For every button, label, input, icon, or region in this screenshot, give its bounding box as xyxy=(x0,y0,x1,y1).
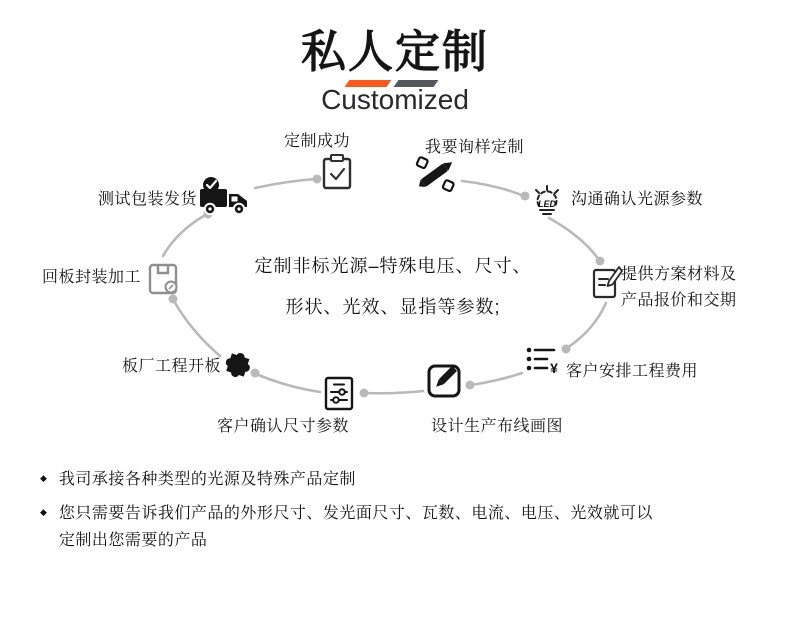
svg-text:¥: ¥ xyxy=(550,360,558,376)
note-2-text-line1: 您只需要告诉我们产品的外形尺寸、发光面尺寸、瓦数、电流、电压、光效就可以 xyxy=(58,505,653,522)
step-label-customization-success: 定制成功 xyxy=(284,133,351,150)
price-list-icon xyxy=(524,344,562,383)
diamond-bullet-icon: ◆ xyxy=(40,473,47,483)
step-label-confirm-light-params: 沟通确认光源参数 xyxy=(571,191,704,208)
puzzle-icon xyxy=(217,344,253,389)
led-bulb-icon xyxy=(527,184,567,225)
step-label-test-pack-ship: 测试包装发货 xyxy=(98,191,198,208)
package-box-icon xyxy=(145,257,183,304)
step-label-wiring-drawing: 设计生产布线画图 xyxy=(431,418,564,435)
step-label-quote-delivery-line1: 提供方案材料及 xyxy=(621,266,737,283)
step-label-board-packaging: 回板封装加工 xyxy=(42,269,142,286)
diamond-bullet-icon: ◆ xyxy=(40,507,47,517)
step-label-board-factory: 板厂工程开板 xyxy=(122,358,222,375)
center-description xyxy=(193,246,593,328)
page-subtitle: Customized xyxy=(321,84,469,115)
page-title: 私人定制 xyxy=(300,26,489,77)
note-item xyxy=(40,466,720,493)
note-item xyxy=(40,500,720,554)
center-description-line2: 形状、光效、显指等参数; xyxy=(285,297,501,317)
step-label-engineering-fee: 客户安排工程费用 xyxy=(566,363,699,380)
edit-square-icon xyxy=(425,362,463,405)
pencil-ruler-icon xyxy=(413,155,459,200)
step-label-quote-delivery xyxy=(621,262,737,314)
note-2-text-line2: 定制出您需要的产品 xyxy=(58,532,208,549)
step-label-quote-delivery-line2: 产品报价和交期 xyxy=(621,292,737,309)
svg-text:LED: LED xyxy=(538,199,556,209)
delivery-truck-icon xyxy=(198,176,252,223)
sliders-doc-icon xyxy=(322,375,356,418)
center-description-line1: 定制非标光源–特殊电压、尺寸、 xyxy=(254,256,532,276)
step-label-sample-inquiry: 我要询样定制 xyxy=(425,139,525,156)
notes-list xyxy=(40,466,720,561)
clipboard-check-icon xyxy=(318,152,356,197)
step-label-confirm-size-params: 客户确认尺寸参数 xyxy=(217,418,350,435)
note-1-text: 我司承接各种类型的光源及特殊产品定制 xyxy=(58,471,356,488)
document-edit-icon xyxy=(591,265,623,306)
